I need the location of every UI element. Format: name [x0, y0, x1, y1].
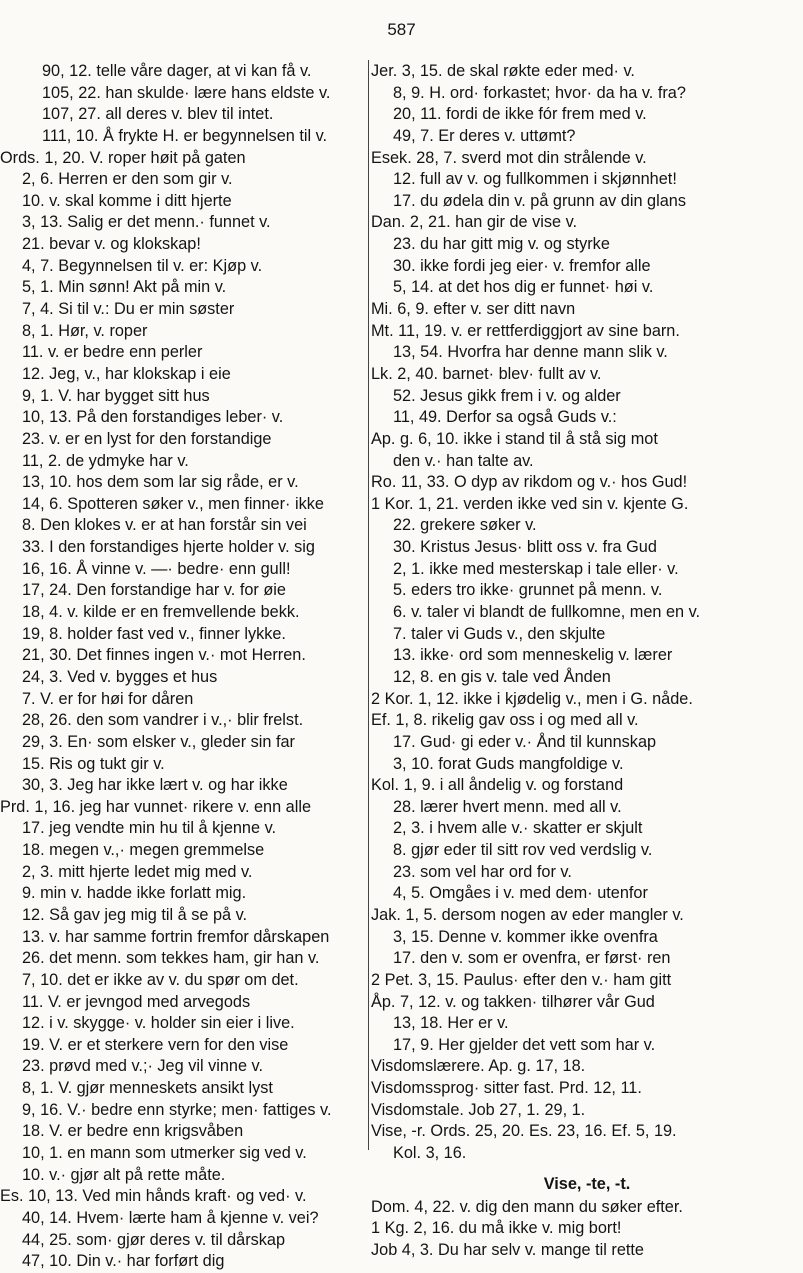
entry-line: 8. Den klokes v. er at han forstår sin vei	[22, 516, 307, 535]
entry-line: Visdomslærere. Ap. g. 17, 18.	[371, 1057, 586, 1076]
entry-line: Visdomssprog· sitter fast. Prd. 12, 11.	[371, 1079, 642, 1098]
entry-line: Lk. 2, 40. barnet· blev· fullt av v.	[371, 364, 602, 383]
entry-line: 16, 16. Å vinne v. —· bedre· enn gull!	[22, 559, 291, 578]
entry-line: 1 Kor. 1, 21. verden ikke ved sin v. kjente G.	[371, 494, 689, 513]
entry-line: 30. ikke fordi jeg eier· v. fremfor alle	[393, 256, 651, 275]
entry-line: 13, 18. Her er v.	[393, 1014, 509, 1033]
entry-line: 12, 8. en gis v. tale ved Ånden	[393, 667, 611, 686]
entry-line: 8. gjør eder til sitt rov ved verdslig v.	[393, 841, 653, 860]
entry-line: 111, 10. Å frykte H. er begynnelsen til v.	[42, 126, 328, 145]
entry-line: 10. v. skal komme i ditt hjerte	[22, 191, 232, 210]
entry-line: 18, 4. v. kilde er en fremvellende bekk.	[22, 603, 300, 622]
page-number: 587	[387, 20, 416, 39]
entry-line: 8, 9. H. ord· forkastet; hvor· da ha v. fra?	[393, 83, 686, 102]
entry-line: 7. V. er for høi for dåren	[22, 689, 194, 708]
entry-line: Ords. 1, 20. V. roper høit på gaten	[0, 148, 246, 167]
entry-line: 7. taler vi Guds v., den skjulte	[393, 624, 606, 643]
entry-line: 12. full av v. og fullkommen i skjønnhet!	[393, 170, 677, 189]
entry-line: 7, 10. det er ikke av v. du spør om det.	[22, 970, 299, 989]
entry-line: 17, 9. Her gjelder det vett som har v.	[393, 1035, 656, 1054]
entry-line: 4, 7. Begynnelsen til v. er: Kjøp v.	[22, 256, 263, 275]
entry-line: 2 Kor. 1, 12. ikke i kjødelig v., men i G. nåde.	[371, 689, 693, 708]
entry-line: 11, 49. Derfor sa også Guds v.:	[393, 408, 617, 427]
entry-line: 8, 1. Hør, v. roper	[22, 321, 148, 340]
entry-line: 2, 3. i hvem alle v.· skatter er skjult	[393, 819, 643, 838]
entry-line: 28. lærer hvert menn. med all v.	[393, 797, 622, 816]
entry-line: 17, 24. Den forstandige har v. for øie	[22, 581, 286, 600]
entry-line: 13. ikke· ord som menneskelig v. lærer	[393, 646, 673, 665]
entry-line: Jak. 1, 5. dersom nogen av eder mangler v.	[371, 905, 684, 924]
entry-line: 90, 12. telle våre dager, at vi kan få v.	[42, 62, 312, 80]
entry-line: 18. V. er bedre enn krigsvåben	[22, 1122, 244, 1141]
entry-line: 3, 13. Salig er det menn.· funnet v.	[22, 213, 271, 232]
entry-line: 9, 1. V. har bygget sitt hus	[22, 386, 210, 405]
entry-line: 3, 10. forat Guds mangfoldige v.	[393, 754, 624, 773]
entry-line: 47, 10. Din v.· har forført dig	[22, 1252, 225, 1271]
entry-line: 23. som vel har ord for v.	[393, 862, 572, 881]
entry-line: 49, 7. Er deres v. uttømt?	[393, 126, 576, 145]
entry-line: 40, 14. Hvem· lærte ham å kjenne v. vei?	[22, 1208, 319, 1227]
entry-line: Dom. 4, 22. v. dig den mann du søker efter.	[371, 1197, 683, 1216]
entry-line: 5, 1. Min sønn! Akt på min v.	[22, 278, 227, 297]
entry-line: Ro. 11, 33. O dyp av rikdom og v.· hos Gud!	[371, 473, 688, 492]
entry-line: Vise, -r. Ords. 25, 20. Es. 23, 16. Ef. 5, 19.	[371, 1122, 677, 1141]
entry-line: 19. V. er et sterkere vern for den vise	[22, 1035, 289, 1054]
entry-line: 3, 15. Denne v. kommer ikke ovenfra	[393, 927, 658, 946]
entry-line: 44, 25. som· gjør deres v. til dårskap	[22, 1230, 286, 1249]
entry-line: 5, 14. at det hos dig er funnet· høi v.	[393, 278, 654, 297]
entry-line: Dan. 2, 21. han gir de vise v.	[371, 213, 578, 232]
entry-line: 10. v.· gjør alt på rette måte.	[22, 1165, 226, 1184]
entry-line: 22. grekere søker v.	[393, 516, 537, 535]
entry-line: 29, 3. En· som elsker v., gleder sin far	[22, 732, 295, 751]
entry-line: 23. du har gitt mig v. og styrke	[393, 235, 610, 254]
entry-line: 24, 3. Ved v. bygges et hus	[22, 667, 218, 686]
entry-line: Es. 10, 13. Ved min hånds kraft· og ved· v.	[0, 1187, 307, 1206]
entry-line: 23. v. er en lyst for den forstandige	[22, 429, 272, 448]
entry-line: 26. det menn. som tekkes ham, gir han v.	[22, 949, 320, 968]
entry-line: 17. Gud· gi eder v.· Ånd til kunnskap	[393, 732, 657, 751]
entry-line: 11, 2. de ydmyke har v.	[22, 451, 189, 470]
entry-line: 18. megen v.,· megen gremmelse	[22, 841, 265, 860]
entry-line: 12. Så gav jeg mig til å se på v.	[22, 905, 248, 924]
entry-line: 21, 30. Det finnes ingen v.· mot Herren.	[22, 646, 306, 665]
entry-line: 15. Ris og tukt gir v.	[22, 754, 165, 773]
entry-line: 30, 3. Jeg har ikke lært v. og har ikke	[22, 776, 288, 795]
entry-line: 2, 3. mitt hjerte ledet mig med v.	[22, 862, 253, 881]
entry-line: 9. min v. hadde ikke forlatt mig.	[22, 884, 247, 903]
entry-line: Kol. 1, 9. i all åndelig v. og forstand	[371, 776, 624, 795]
entry-line: 20, 11. fordi de ikke fór frem med v.	[393, 105, 647, 124]
entry-line: 11. v. er bedre enn perler	[22, 343, 203, 362]
entry-line: Mi. 6, 9. efter v. ser ditt navn	[371, 300, 576, 319]
entry-line: Mt. 11, 19. v. er rettferdiggjort av sine barn.	[371, 321, 680, 340]
entry-line: 12. i v. skygge· v. holder sin eier i live.	[22, 1014, 295, 1033]
entry-line: den v.· han talte av.	[393, 451, 534, 470]
entry-line: 13, 10. hos dem som lar sig råde, er v.	[22, 473, 299, 492]
entry-line: 6. v. taler vi blandt de fullkomne, men en v.	[393, 603, 701, 622]
entry-line: 28, 26. den som vandrer i v.,· blir frelst.	[22, 711, 304, 730]
entry-line: 9, 16. V.· bedre enn styrke; men· fattiges v.	[22, 1100, 332, 1119]
entry-line: Prd. 1, 16. jeg har vunnet· rikere v. enn alle	[0, 797, 312, 816]
entry-line: Kol. 3, 16.	[393, 1144, 467, 1163]
entry-line: 5. eders tro ikke· grunnet på menn. v.	[393, 581, 663, 600]
entry-line: 107, 27. all deres v. blev til intet.	[42, 105, 274, 124]
entry-line: 12. Jeg, v., har klokskap i eie	[22, 364, 231, 383]
entry-line: 11. V. er jevngod med arvegods	[22, 992, 251, 1011]
entry-line: 10, 13. På den forstandiges leber· v.	[22, 408, 284, 427]
entry-line: 10, 1. en mann som utmerker sig ved v.	[22, 1144, 307, 1163]
right-column	[371, 61, 803, 1262]
entry-line: 23. prøvd med v.;· Jeg vil vinne v.	[22, 1057, 263, 1076]
entry-line: 52. Jesus gikk frem i v. og alder	[393, 386, 621, 405]
entry-line: 13, 54. Hvorfra har denne mann slik v.	[393, 343, 668, 362]
entry-line: 30. Kristus Jesus· blitt oss v. fra Gud	[393, 538, 657, 557]
entry-line: Visdomstale. Job 27, 1. 29, 1.	[371, 1100, 586, 1119]
entry-line: Esek. 28, 7. sverd mot din strålende v.	[371, 148, 647, 167]
section-heading: Vise, -te, -t.	[543, 1174, 631, 1193]
entry-line: 17. jeg vendte min hu til å kjenne v.	[22, 819, 277, 838]
entry-line: Ap. g. 6, 10. ikke i stand til å stå sig mot	[371, 429, 658, 448]
entry-line: 2, 1. ikke med mesterskap i tale eller· v.	[393, 559, 679, 578]
entry-line: 17. den v. som er ovenfra, er først· ren	[393, 949, 671, 968]
column-divider	[368, 60, 369, 1150]
left-column	[0, 61, 366, 1273]
entry-line: 2 Pet. 3, 15. Paulus· efter den v.· ham gitt	[371, 970, 672, 989]
entry-line: Jer. 3, 15. de skal røkte eder med· v.	[371, 62, 635, 80]
entry-line: 21. bevar v. og klokskap!	[22, 235, 201, 254]
entry-line: 13. v. har samme fortrin fremfor dårskapen	[22, 927, 330, 946]
entry-line: Ef. 1, 8. rikelig gav oss i og med all v.	[371, 711, 639, 730]
entry-line: 4, 5. Omgåes i v. med dem· utenfor	[393, 884, 648, 903]
entry-line: 2, 6. Herren er den som gir v.	[22, 170, 233, 189]
entry-line: 33. I den forstandiges hjerte holder v. sig	[22, 538, 315, 557]
entry-line: Åp. 7, 12. v. og takken· tilhører vår Gud	[371, 992, 655, 1011]
entry-line: 1 Kg. 2, 16. du må ikke v. mig bort!	[371, 1219, 622, 1238]
entry-line: 105, 22. han skulde· lære hans eldste v.	[42, 83, 331, 102]
entry-line: 8, 1. V. gjør menneskets ansikt lyst	[22, 1079, 273, 1098]
entry-line: 17. du ødela din v. på grunn av din glans	[393, 191, 686, 210]
entry-line: 19, 8. holder fast ved v., finner lykke.	[22, 624, 286, 643]
entry-line: 7, 4. Si til v.: Du er min søster	[22, 300, 235, 319]
entry-line: Job 4, 3. Du har selv v. mange til rette	[371, 1240, 644, 1259]
entry-line: 14, 6. Spotteren søker v., men finner· ikke	[22, 494, 324, 513]
